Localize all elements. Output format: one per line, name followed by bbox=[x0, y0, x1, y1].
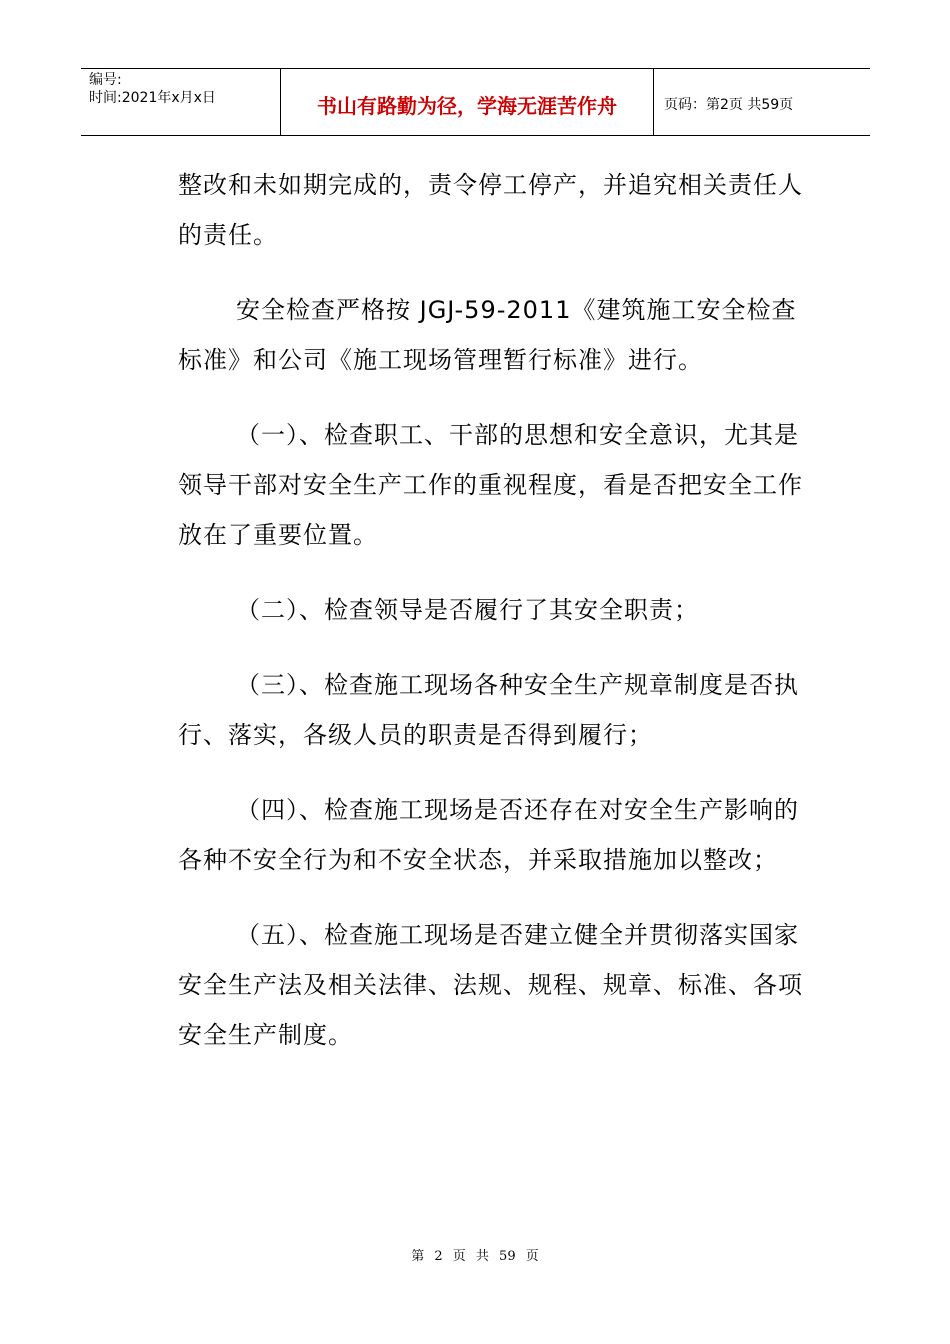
document-body bbox=[178, 160, 818, 1085]
page-footer: 第 2 页 共 59 页 bbox=[411, 1249, 539, 1264]
paragraph: （一）、检查职工、干部的思想和安全意识，尤其是领导干部对安全生产工作的重视程度，看是否把安全工作放在了重要位置。 bbox=[178, 421, 803, 549]
header-page-info: 页码：第2页 共59页 bbox=[664, 97, 794, 113]
paragraph: 整改和未如期完成的，责令停工停产，并追究相关责任人的责任。 bbox=[178, 171, 803, 249]
header-motto: 书山有路勤为径，学海无涯苦作舟 bbox=[281, 69, 654, 135]
document-date-label: 时间:2021年x月x日 bbox=[89, 90, 216, 106]
paragraph: （二）、检查领导是否履行了其安全职责； bbox=[236, 596, 699, 624]
paragraph: （四）、检查施工现场是否还存在对安全生产影响的各种不安全行为和不安全状态，并采取措施加以整改； bbox=[178, 796, 799, 874]
document-number-label: 编号: bbox=[89, 72, 122, 88]
paragraph: （五）、检查施工现场是否建立健全并贯彻落实国家安全生产法及相关法律、法规、规程、规章、标准、各项安全生产制度。 bbox=[178, 921, 803, 1049]
document-header bbox=[81, 68, 870, 136]
paragraph: 安全检查严格按 JGJ-59-2011《建筑施工安全检查标准》和公司《施工现场管理暂行标准》进行。 bbox=[178, 296, 797, 374]
paragraph: （三）、检查施工现场各种安全生产规章制度是否执行、落实，各级人员的职责是否得到履行； bbox=[178, 671, 799, 749]
header-meta bbox=[81, 69, 281, 135]
